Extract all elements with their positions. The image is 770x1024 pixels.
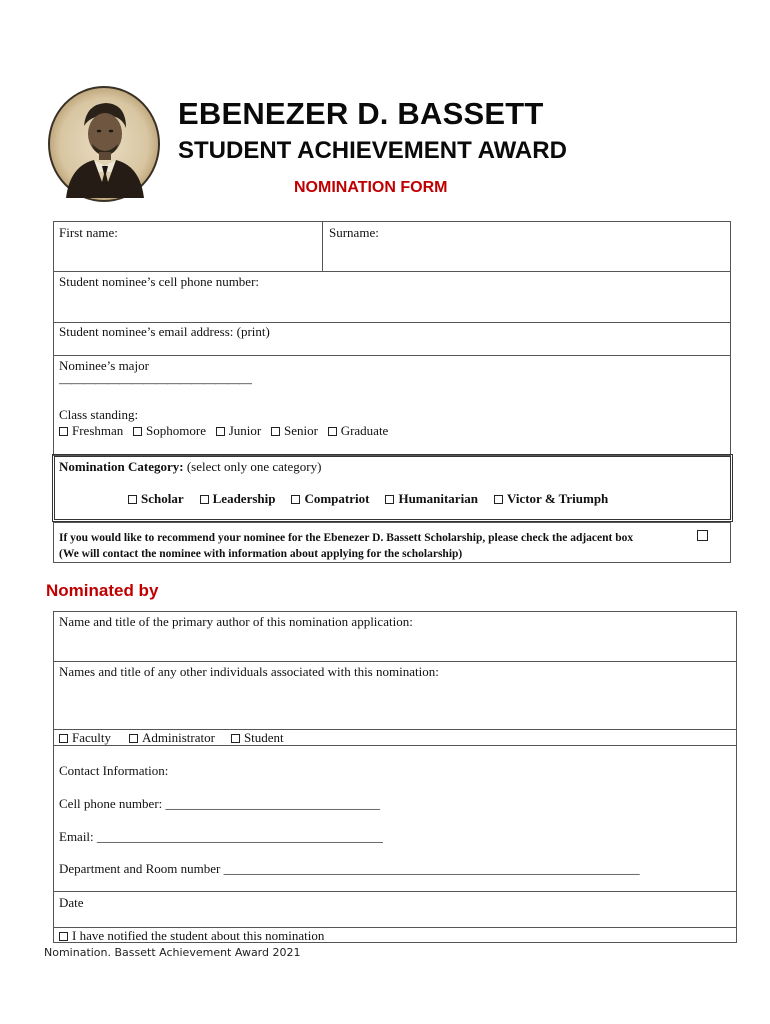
category-option-compatriot[interactable]: Compatriot — [291, 491, 369, 507]
scholarship-text-line1: If you would like to recommend your nominee for the Ebenezer D. Bassett Scholarship, please check the adjacent box — [59, 532, 634, 544]
class-standing-options — [59, 423, 388, 439]
checkbox-icon[interactable] — [59, 427, 68, 436]
class-option-graduate[interactable]: Graduate — [328, 423, 389, 439]
portrait-image — [46, 86, 162, 202]
role-option-student[interactable]: Student — [231, 730, 284, 746]
class-option-junior[interactable]: Junior — [216, 423, 262, 439]
category-option-leadership[interactable]: Leadership — [200, 491, 276, 507]
checkbox-icon[interactable] — [59, 932, 68, 941]
role-option-administrator[interactable]: Administrator — [129, 730, 215, 746]
contact-info-label: Contact Information: — [59, 763, 169, 778]
department-room-field[interactable]: Department and Room number ________________________________________________________________ — [59, 861, 640, 876]
checkbox-icon[interactable] — [59, 734, 68, 743]
category-option-scholar[interactable]: Scholar — [128, 491, 184, 507]
nominee-major-field[interactable]: ———————————————— — [59, 375, 251, 390]
nominee-email-field[interactable]: Student nominee’s email address: (print) — [59, 324, 270, 339]
award-subtitle: STUDENT ACHIEVEMENT AWARD — [178, 137, 567, 164]
category-option-humanitarian[interactable]: Humanitarian — [385, 491, 477, 507]
checkbox-icon[interactable] — [133, 427, 142, 436]
class-option-senior[interactable]: Senior — [271, 423, 318, 439]
award-title: EBENEZER D. BASSETT — [178, 96, 544, 131]
nominee-major-label: Nominee’s major — [59, 358, 149, 373]
nominated-by-heading: Nominated by — [46, 581, 159, 600]
class-option-sophomore[interactable]: Sophomore — [133, 423, 206, 439]
checkbox-icon[interactable] — [128, 495, 137, 504]
nominee-phone-field[interactable]: Student nominee’s cell phone number: — [59, 274, 260, 289]
other-individuals-field[interactable]: Names and title of any other individuals associated with this nomination: — [59, 664, 439, 679]
notified-student-label: I have notified the student about this nomination — [72, 928, 325, 943]
nominator-role-options — [59, 730, 284, 746]
surname-field[interactable]: Surname: — [329, 225, 379, 240]
role-option-faculty[interactable]: Faculty — [59, 730, 111, 746]
checkbox-icon[interactable] — [129, 734, 138, 743]
checkbox-icon[interactable] — [291, 495, 300, 504]
date-field[interactable]: Date — [59, 895, 84, 910]
class-option-freshman[interactable]: Freshman — [59, 423, 123, 439]
category-label: Nomination Category: — [59, 459, 184, 474]
scholarship-checkbox[interactable] — [697, 530, 708, 541]
notified-student-option[interactable] — [59, 928, 324, 944]
checkbox-icon[interactable] — [231, 734, 240, 743]
category-option-victor-triumph[interactable]: Victor & Triumph — [494, 491, 608, 507]
checkbox-icon[interactable] — [494, 495, 503, 504]
nominator-cell-field[interactable]: Cell phone number: _________________________________ — [59, 796, 381, 811]
category-heading — [59, 459, 321, 475]
category-note: (select only one category) — [186, 459, 322, 474]
nominator-email-field[interactable]: Email: ____________________________________________ — [59, 829, 383, 844]
checkbox-icon[interactable] — [216, 427, 225, 436]
class-standing-label: Class standing: — [59, 407, 139, 422]
category-options — [128, 491, 608, 507]
scholarship-text-line2: (We will contact the nominee with information about applying for the scholarship) — [59, 548, 463, 560]
checkbox-icon[interactable] — [328, 427, 337, 436]
first-name-field[interactable]: First name: — [59, 225, 118, 240]
primary-author-field[interactable]: Name and title of the primary author of this nomination application: — [59, 614, 413, 629]
checkbox-icon[interactable] — [385, 495, 394, 504]
checkbox-icon[interactable] — [200, 495, 209, 504]
footer-text: Nomination. Bassett Achievement Award 2021 — [44, 946, 301, 959]
form-title: NOMINATION FORM — [294, 179, 448, 196]
checkbox-icon[interactable] — [271, 427, 280, 436]
